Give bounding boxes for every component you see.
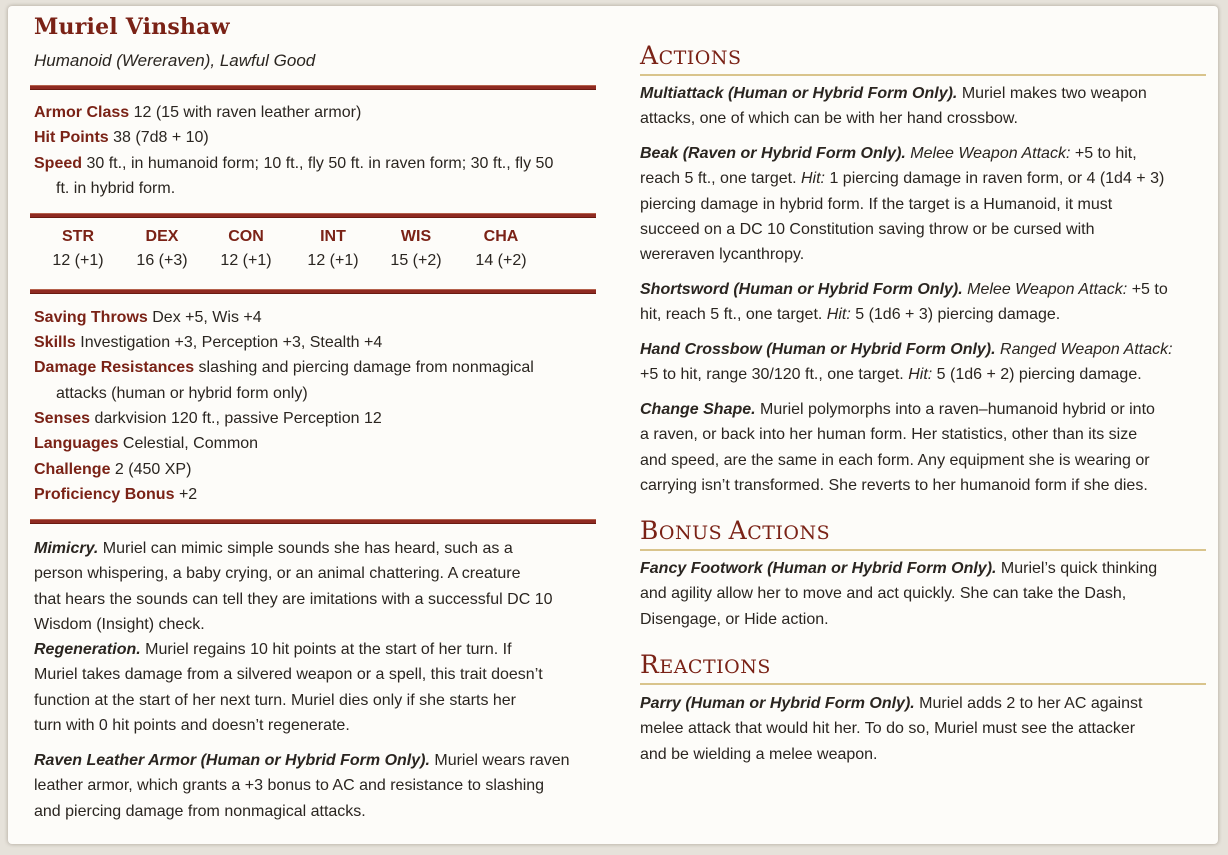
senses: Senses darkvision 120 ft., passive Perception 12 bbox=[34, 410, 382, 427]
action-change-shape: Change Shape. Muriel polymorphs into a raven–humanoid hybrid or into a raven, or back into her human form. Her statistics, other than its size and speed, are the same in each form. Any equipment she is wearing or carrying isn’t transformed. She reverts to her humanoid form if she dies. bbox=[640, 401, 1155, 494]
ability-str: STR 12 (+1) bbox=[52, 228, 104, 269]
ability-dex: DEX 16 (+3) bbox=[136, 228, 188, 269]
bonus-actions-heading: BONUS ACTIONS bbox=[640, 517, 1206, 551]
speed-continued: ft. in hybrid form. bbox=[56, 180, 176, 197]
armor-class: Armor Class 12 (15 with raven leather armor) bbox=[34, 104, 362, 121]
skills: Skills Investigation +3, Perception +3, Stealth +4 bbox=[34, 334, 383, 351]
section-divider bbox=[30, 289, 596, 294]
stat-block-sheet bbox=[8, 6, 1218, 844]
action-shortsword: Shortsword (Human or Hybrid Form Only). Melee Weapon Attack: +5 to hit, reach 5 ft., one target. Hit: 5 (1d6 + 3) piercing damage. bbox=[640, 281, 1168, 324]
reactions-heading: REACTIONS bbox=[640, 651, 1206, 685]
section-divider bbox=[30, 85, 596, 90]
creature-name: Muriel Vinshaw bbox=[34, 14, 230, 40]
challenge: Challenge 2 (450 XP) bbox=[34, 461, 192, 478]
ability-con: CON 12 (+1) bbox=[220, 228, 272, 269]
saving-throws: Saving Throws Dex +5, Wis +4 bbox=[34, 309, 262, 326]
proficiency-bonus: Proficiency Bonus +2 bbox=[34, 486, 198, 503]
damage-resistances: Damage Resistances slashing and piercing damage from nonmagical bbox=[34, 359, 534, 376]
ability-wis: WIS 15 (+2) bbox=[390, 228, 442, 269]
bonus-action-fancy-footwork: Fancy Footwork (Human or Hybrid Form Only). Muriel’s quick thinking and agility allow her to move and act quickly. She can take the Dash, Disengage, or Hide action. bbox=[640, 560, 1158, 628]
creature-type: Humanoid (Wereraven), Lawful Good bbox=[34, 51, 316, 70]
trait-regeneration: Regeneration. Muriel regains 10 hit points at the start of her turn. If Muriel takes damage from a silvered weapon or a spell, this trait doesn’t function at the start of her next turn. Muriel dies only if she starts her turn with 0 hit points and doesn’t regenerate. bbox=[34, 641, 543, 734]
reaction-parry: Parry (Human or Hybrid Form Only). Muriel adds 2 to her AC against melee attack that would hit her. To do so, Muriel must see the attacker and be wielding a melee weapon. bbox=[640, 695, 1143, 763]
trait-mimicry: Mimicry. Muriel can mimic simple sounds she has heard, such as a person whispering, a baby crying, or an animal chattering. A creature that hears the sounds can tell they are imitations with a successful DC 10 Wisdom (Insight) check. bbox=[34, 540, 553, 633]
action-beak: Beak (Raven or Hybrid Form Only). Melee Weapon Attack: +5 to hit, reach 5 ft., one target. Hit: 1 piercing damage in raven form, or 4 (1d4 + 3) piercing damage in hybrid form. If the target is a Humanoid, it must succeed on a DC 10 Constitution saving throw or be cursed with wereraven lycanthropy. bbox=[640, 145, 1165, 264]
section-divider bbox=[30, 519, 596, 524]
ability-cha: CHA 14 (+2) bbox=[475, 228, 527, 269]
damage-resistances-continued: attacks (human or hybrid form only) bbox=[56, 385, 308, 402]
action-multiattack: Multiattack (Human or Hybrid Form Only). Muriel makes two weapon attacks, one of which can be with her hand crossbow. bbox=[640, 85, 1147, 128]
section-divider bbox=[30, 213, 596, 218]
ability-int: INT 12 (+1) bbox=[307, 228, 359, 269]
speed: Speed 30 ft., in humanoid form; 10 ft., fly 50 ft. in raven form; 30 ft., fly 50 bbox=[34, 155, 554, 172]
actions-heading: ACTIONS bbox=[640, 42, 1206, 76]
languages: Languages Celestial, Common bbox=[34, 435, 259, 452]
trait-raven-leather-armor: Raven Leather Armor (Human or Hybrid Form Only). Muriel wears raven leather armor, which grants a +3 bonus to AC and resistance to slashing and piercing damage from nonmagical attacks. bbox=[34, 752, 570, 820]
action-hand-crossbow: Hand Crossbow (Human or Hybrid Form Only). Ranged Weapon Attack: +5 to hit, range 30/120 ft., one target. Hit: 5 (1d6 + 2) piercing damage. bbox=[640, 341, 1173, 384]
hit-points: Hit Points 38 (7d8 + 10) bbox=[34, 129, 209, 146]
